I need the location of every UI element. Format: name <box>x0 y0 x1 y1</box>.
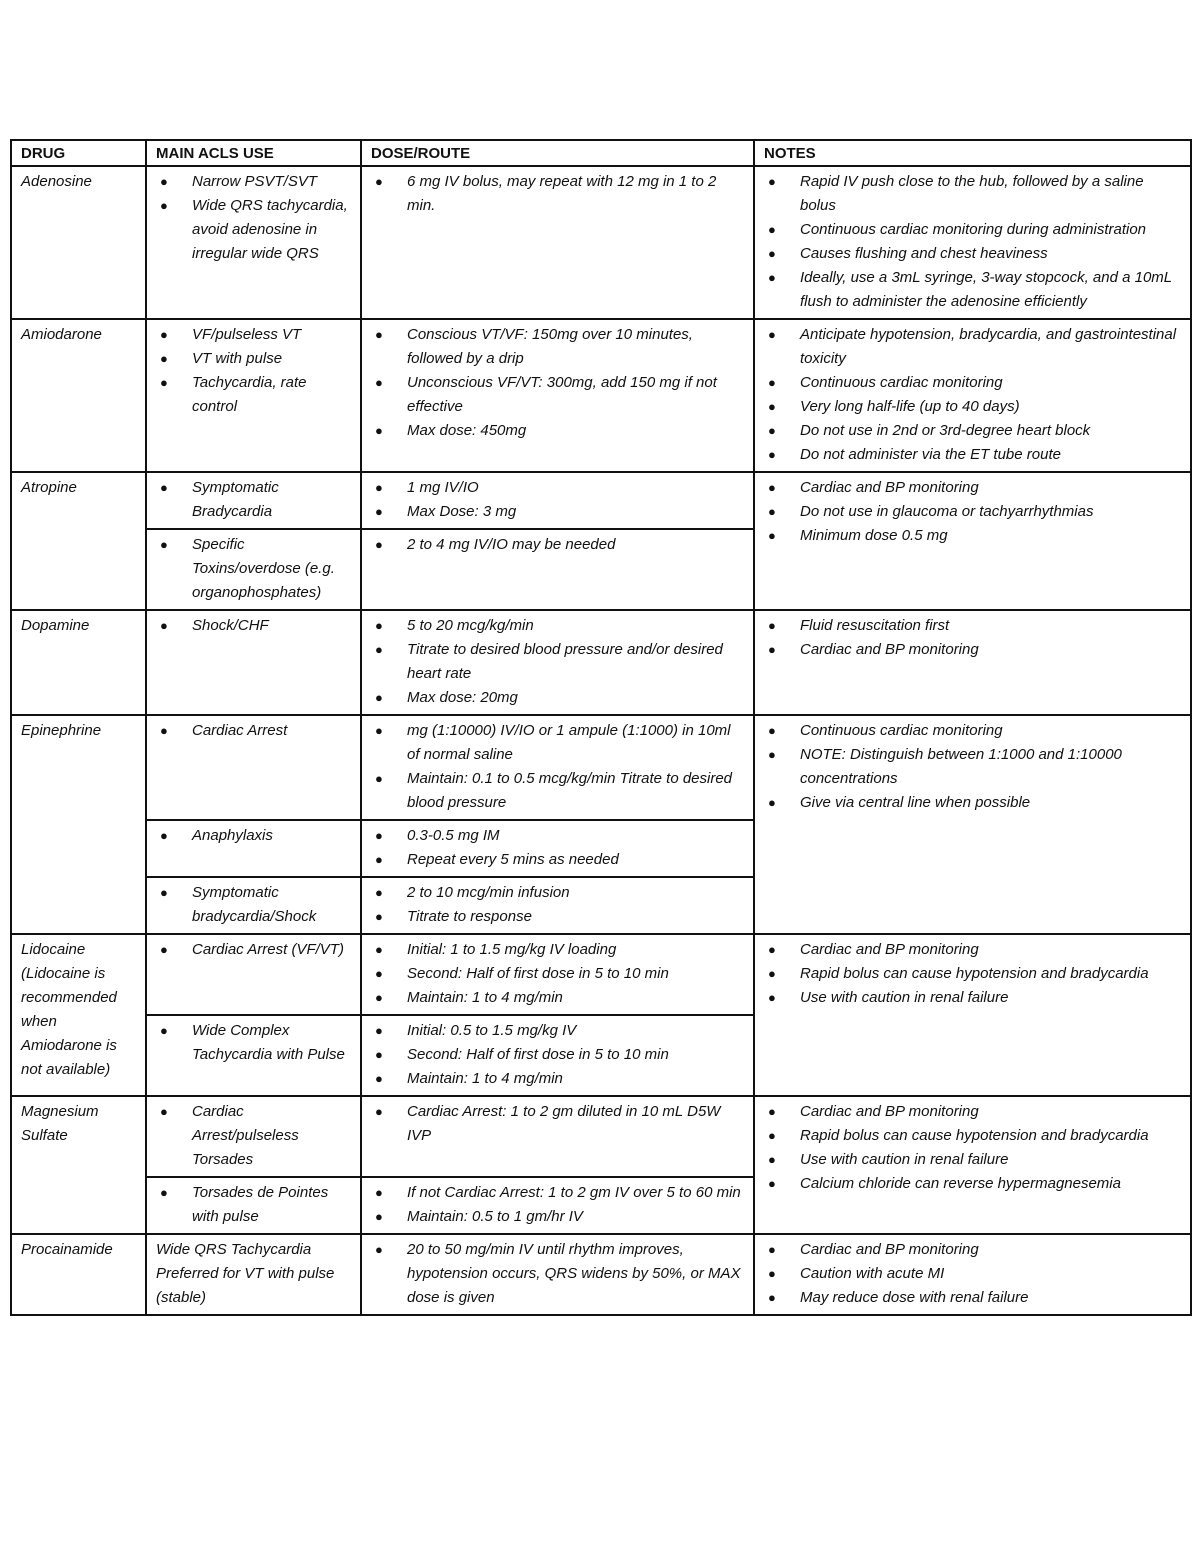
note-text: Anticipate hypotension, bradycardia, and gastrointestinal toxicity <box>800 326 1177 367</box>
dose-item <box>371 500 745 524</box>
dose-text: Unconscious VF/VT: 300mg, add 150 mg if not effective <box>407 374 717 415</box>
acls-use-item <box>156 1100 352 1172</box>
table-row <box>11 610 1191 715</box>
bullet-icon: ● <box>768 723 776 738</box>
acls-use-cell <box>146 715 361 820</box>
acls-use-item <box>156 476 352 524</box>
acls-drug-table-page <box>10 139 1190 1316</box>
dose-route-cell <box>361 715 754 820</box>
bullet-icon: ● <box>375 966 383 981</box>
dose-list <box>371 476 745 524</box>
acls-use-list <box>156 719 352 743</box>
dose-text: 5 to 20 mcg/kg/min <box>407 617 534 634</box>
note-text: Minimum dose 0.5 mg <box>800 527 948 544</box>
note-text: Use with caution in renal failure <box>800 989 1009 1006</box>
note-item <box>764 500 1182 524</box>
dose-list <box>371 881 745 929</box>
acls-use-text: Cardiac Arrest <box>192 722 288 739</box>
dose-text: Titrate to response <box>407 908 532 925</box>
note-item <box>764 419 1182 443</box>
note-list <box>764 938 1182 1010</box>
drug-cell: Lidocaine (Lidocaine is recommended when Amiodarone is not available) <box>11 934 146 1096</box>
dose-list <box>371 1181 745 1229</box>
acls-use-cell <box>146 1015 361 1096</box>
bullet-icon: ● <box>375 723 383 738</box>
bullet-icon: ● <box>375 504 383 519</box>
notes-cell <box>754 319 1191 472</box>
note-text: Rapid IV push close to the hub, followed by a saline bolus <box>800 173 1144 214</box>
bullet-icon: ● <box>768 642 776 657</box>
bullet-icon: ● <box>768 246 776 261</box>
acls-use-item <box>156 824 352 848</box>
note-item <box>764 743 1182 791</box>
acls-use-cell <box>146 1234 361 1315</box>
acls-use-item <box>156 1181 352 1229</box>
dose-list <box>371 1238 745 1310</box>
notes-cell <box>754 934 1191 1096</box>
note-item <box>764 1148 1182 1172</box>
bullet-icon: ● <box>768 1152 776 1167</box>
note-text: Calcium chloride can reverse hypermagnesemia <box>800 1175 1121 1192</box>
dose-item <box>371 938 745 962</box>
bullet-icon: ● <box>768 990 776 1005</box>
dose-list <box>371 1019 745 1091</box>
dose-item <box>371 1043 745 1067</box>
acls-use-item <box>156 533 352 605</box>
note-text: Rapid bolus can cause hypotension and bradycardia <box>800 965 1149 982</box>
dose-text: Maintain: 0.1 to 0.5 mcg/kg/min Titrate to desired blood pressure <box>407 770 733 811</box>
acls-use-cell <box>146 319 361 472</box>
dose-text: 1 mg IV/IO <box>407 479 479 496</box>
note-item <box>764 614 1182 638</box>
note-text: Do not administer via the ET tube route <box>800 446 1061 463</box>
drug-cell: Epinephrine <box>11 715 146 934</box>
acls-use-list <box>156 476 352 524</box>
acls-use-list <box>156 938 352 962</box>
table-header <box>11 140 1191 166</box>
dose-text: Titrate to desired blood pressure and/or desired heart rate <box>407 641 723 682</box>
dose-item <box>371 533 745 557</box>
dose-route-cell <box>361 820 754 877</box>
note-item <box>764 242 1182 266</box>
note-item <box>764 791 1182 815</box>
note-text: Cardiac and BP monitoring <box>800 479 979 496</box>
acls-use-cell <box>146 1177 361 1234</box>
bullet-icon: ● <box>160 828 168 843</box>
acls-use-text: VT with pulse <box>192 350 283 367</box>
acls-use-text: Wide QRS tachycardia, avoid adenosine in irregular wide QRS <box>192 197 348 262</box>
dose-text: Max Dose: 3 mg <box>407 503 517 520</box>
bullet-icon: ● <box>768 1104 776 1119</box>
bullet-icon: ● <box>768 942 776 957</box>
acls-use-list <box>156 881 352 929</box>
acls-use-cell <box>146 529 361 610</box>
dose-item <box>371 1181 745 1205</box>
acls-use-text: Shock/CHF <box>192 617 269 634</box>
acls-drug-table <box>10 139 1192 1316</box>
dose-text: Max dose: 450mg <box>407 422 527 439</box>
note-list <box>764 1100 1182 1196</box>
notes-cell <box>754 1234 1191 1315</box>
dose-item <box>371 1100 745 1148</box>
bullet-icon: ● <box>768 966 776 981</box>
dose-text: Initial: 0.5 to 1.5 mg/kg IV <box>407 1022 577 1039</box>
note-item <box>764 476 1182 500</box>
acls-use-item <box>156 881 352 929</box>
header-main-acls-use: MAIN ACLS USE <box>146 140 361 166</box>
dose-list <box>371 719 745 815</box>
note-item <box>764 1286 1182 1310</box>
dose-item <box>371 419 745 443</box>
acls-use-item <box>156 170 352 194</box>
note-text: Cardiac and BP monitoring <box>800 641 979 658</box>
dose-route-cell <box>361 1015 754 1096</box>
dose-item <box>371 638 745 686</box>
bullet-icon: ● <box>768 528 776 543</box>
notes-cell <box>754 715 1191 934</box>
bullet-icon: ● <box>768 618 776 633</box>
note-list <box>764 476 1182 548</box>
dose-list <box>371 614 745 710</box>
note-item <box>764 1100 1182 1124</box>
dose-text: Maintain: 0.5 to 1 gm/hr IV <box>407 1208 583 1225</box>
dose-item <box>371 170 745 218</box>
dose-route-cell <box>361 1234 754 1315</box>
acls-use-list <box>156 323 352 419</box>
dose-item <box>371 614 745 638</box>
note-text: Rapid bolus can cause hypotension and bradycardia <box>800 1127 1149 1144</box>
acls-use-cell <box>146 877 361 934</box>
bullet-icon: ● <box>768 327 776 342</box>
note-text: Do not use in 2nd or 3rd-degree heart block <box>800 422 1091 439</box>
acls-use-item <box>156 938 352 962</box>
dose-route-cell <box>361 472 754 529</box>
bullet-icon: ● <box>375 327 383 342</box>
acls-use-text: Symptomatic bradycardia/Shock <box>192 884 317 925</box>
acls-use-text: Specific Toxins/overdose (e.g. organophosphates) <box>192 536 335 601</box>
note-text: Fluid resuscitation first <box>800 617 950 634</box>
bullet-icon: ● <box>375 771 383 786</box>
bullet-icon: ● <box>375 1242 383 1257</box>
acls-use-text: Wide Complex Tachycardia with Pulse <box>192 1022 345 1063</box>
dose-list <box>371 1100 745 1148</box>
bullet-icon: ● <box>768 1290 776 1305</box>
bullet-icon: ● <box>768 270 776 285</box>
dose-route-cell <box>361 166 754 319</box>
bullet-icon: ● <box>160 480 168 495</box>
bullet-icon: ● <box>375 1023 383 1038</box>
dose-route-cell <box>361 1177 754 1234</box>
dose-item <box>371 1067 745 1091</box>
dose-item <box>371 905 745 929</box>
bullet-icon: ● <box>160 1023 168 1038</box>
bullet-icon: ● <box>768 375 776 390</box>
bullet-icon: ● <box>768 447 776 462</box>
note-text: May reduce dose with renal failure <box>800 1289 1029 1306</box>
table-row <box>11 934 1191 1015</box>
dose-list <box>371 323 745 443</box>
bullet-icon: ● <box>375 1104 383 1119</box>
note-list <box>764 1238 1182 1310</box>
bullet-icon: ● <box>375 690 383 705</box>
bullet-icon: ● <box>375 852 383 867</box>
dose-item <box>371 986 745 1010</box>
note-list <box>764 614 1182 662</box>
notes-cell <box>754 610 1191 715</box>
bullet-icon: ● <box>375 909 383 924</box>
bullet-icon: ● <box>160 198 168 213</box>
notes-cell <box>754 472 1191 610</box>
dose-text: Cardiac Arrest: 1 to 2 gm diluted in 10 mL D5W IVP <box>407 1103 721 1144</box>
bullet-icon: ● <box>768 174 776 189</box>
dose-route-cell <box>361 1096 754 1177</box>
note-item <box>764 1238 1182 1262</box>
bullet-icon: ● <box>768 747 776 762</box>
acls-use-item <box>156 347 352 371</box>
bullet-icon: ● <box>375 480 383 495</box>
acls-use-item <box>156 371 352 419</box>
dose-item <box>371 1205 745 1229</box>
header-row <box>11 140 1191 166</box>
dose-item <box>371 881 745 905</box>
notes-cell <box>754 166 1191 319</box>
bullet-icon: ● <box>160 618 168 633</box>
note-text: Cardiac and BP monitoring <box>800 941 979 958</box>
bullet-icon: ● <box>375 1185 383 1200</box>
note-list <box>764 170 1182 314</box>
dose-text: 20 to 50 mg/min IV until rhythm improves, hypotension occurs, QRS widens by 50%, or MAX dose is given <box>407 1241 741 1306</box>
bullet-icon: ● <box>768 399 776 414</box>
acls-use-item <box>156 323 352 347</box>
note-text: Causes flushing and chest heaviness <box>800 245 1048 262</box>
dose-text: Initial: 1 to 1.5 mg/kg IV loading <box>407 941 617 958</box>
note-text: Cardiac and BP monitoring <box>800 1103 979 1120</box>
acls-use-text: Anaphylaxis <box>192 827 273 844</box>
dose-text: Conscious VT/VF: 150mg over 10 minutes, followed by a drip <box>407 326 693 367</box>
bullet-icon: ● <box>375 423 383 438</box>
note-item <box>764 170 1182 218</box>
acls-use-list <box>156 1100 352 1172</box>
dose-item <box>371 1019 745 1043</box>
bullet-icon: ● <box>375 537 383 552</box>
table-row <box>11 319 1191 472</box>
acls-use-text: Torsades de Pointes with pulse <box>192 1184 329 1225</box>
bullet-icon: ● <box>375 1209 383 1224</box>
dose-item <box>371 323 745 371</box>
bullet-icon: ● <box>375 1071 383 1086</box>
note-list <box>764 323 1182 467</box>
dose-route-cell <box>361 319 754 472</box>
table-row <box>11 472 1191 529</box>
bullet-icon: ● <box>375 942 383 957</box>
bullet-icon: ● <box>375 990 383 1005</box>
dose-item <box>371 1238 745 1310</box>
bullet-icon: ● <box>160 174 168 189</box>
acls-use-cell <box>146 610 361 715</box>
bullet-icon: ● <box>768 504 776 519</box>
dose-route-cell <box>361 529 754 610</box>
note-item <box>764 524 1182 548</box>
dose-list <box>371 824 745 872</box>
bullet-icon: ● <box>768 1176 776 1191</box>
dose-text: mg (1:10000) IV/IO or 1 ampule (1:1000) in 10ml of normal saline <box>407 722 731 763</box>
dose-item <box>371 476 745 500</box>
bullet-icon: ● <box>160 723 168 738</box>
acls-use-text: Tachycardia, rate control <box>192 374 307 415</box>
acls-use-cell <box>146 820 361 877</box>
bullet-icon: ● <box>160 885 168 900</box>
bullet-icon: ● <box>375 885 383 900</box>
bullet-icon: ● <box>160 537 168 552</box>
acls-use-item <box>156 614 352 638</box>
note-text: Cardiac and BP monitoring <box>800 1241 979 1258</box>
drug-cell: Dopamine <box>11 610 146 715</box>
note-item <box>764 962 1182 986</box>
dose-item <box>371 824 745 848</box>
dose-text: Second: Half of first dose in 5 to 10 min <box>407 1046 669 1063</box>
bullet-icon: ● <box>375 375 383 390</box>
bullet-icon: ● <box>768 480 776 495</box>
note-text: Caution with acute MI <box>800 1265 945 1282</box>
dose-text: Max dose: 20mg <box>407 689 518 706</box>
note-item <box>764 638 1182 662</box>
bullet-icon: ● <box>768 795 776 810</box>
acls-use-text: VF/pulseless VT <box>192 326 302 343</box>
acls-use-item <box>156 194 352 266</box>
dose-item <box>371 719 745 767</box>
drug-cell: Amiodarone <box>11 319 146 472</box>
dose-route-cell <box>361 610 754 715</box>
note-item <box>764 938 1182 962</box>
header-notes: NOTES <box>754 140 1191 166</box>
header-drug: DRUG <box>11 140 146 166</box>
acls-use-list <box>156 1019 352 1067</box>
note-text: Use with caution in renal failure <box>800 1151 1009 1168</box>
dose-text: 0.3-0.5 mg IM <box>407 827 500 844</box>
dose-route-cell <box>361 934 754 1015</box>
bullet-icon: ● <box>375 618 383 633</box>
notes-cell <box>754 1096 1191 1234</box>
acls-use-list <box>156 614 352 638</box>
note-text: Very long half-life (up to 40 days) <box>800 398 1020 415</box>
acls-use-cell <box>146 166 361 319</box>
drug-cell: Atropine <box>11 472 146 610</box>
acls-use-text: Symptomatic Bradycardia <box>192 479 279 520</box>
bullet-icon: ● <box>375 642 383 657</box>
acls-use-cell <box>146 934 361 1015</box>
acls-use-cell <box>146 1096 361 1177</box>
dose-text: If not Cardiac Arrest: 1 to 2 gm IV over 5 to 60 min <box>407 1184 741 1201</box>
note-text: Give via central line when possible <box>800 794 1031 811</box>
bullet-icon: ● <box>160 375 168 390</box>
bullet-icon: ● <box>160 1185 168 1200</box>
table-row <box>11 1234 1191 1315</box>
dose-text: Maintain: 1 to 4 mg/min <box>407 1070 563 1087</box>
bullet-icon: ● <box>768 1242 776 1257</box>
dose-item <box>371 848 745 872</box>
note-item <box>764 323 1182 371</box>
dose-route-cell <box>361 877 754 934</box>
note-item <box>764 218 1182 242</box>
table-row <box>11 1096 1191 1177</box>
drug-cell: Adenosine <box>11 166 146 319</box>
bullet-icon: ● <box>160 351 168 366</box>
note-item <box>764 395 1182 419</box>
note-item <box>764 1124 1182 1148</box>
note-text: Ideally, use a 3mL syringe, 3-way stopcock, and a 10mL flush to administer the adenosine efficiently <box>800 269 1172 310</box>
table-row <box>11 715 1191 820</box>
bullet-icon: ● <box>160 327 168 342</box>
dose-list <box>371 170 745 218</box>
drug-cell: Procainamide <box>11 1234 146 1315</box>
bullet-icon: ● <box>160 1104 168 1119</box>
acls-use-item <box>156 719 352 743</box>
dose-list <box>371 533 745 557</box>
table-body <box>11 166 1191 1315</box>
note-item <box>764 443 1182 467</box>
bullet-icon: ● <box>375 1047 383 1062</box>
bullet-icon: ● <box>768 423 776 438</box>
acls-use-text: Cardiac Arrest (VF/VT) <box>192 941 344 958</box>
bullet-icon: ● <box>768 1266 776 1281</box>
acls-use-text: Cardiac Arrest/pulseless Torsades <box>192 1103 299 1168</box>
dose-item <box>371 371 745 419</box>
acls-use-text: Narrow PSVT/SVT <box>192 173 318 190</box>
note-text: Continuous cardiac monitoring <box>800 374 1003 391</box>
note-item <box>764 371 1182 395</box>
note-text: Continuous cardiac monitoring during administration <box>800 221 1147 238</box>
bullet-icon: ● <box>768 222 776 237</box>
acls-use-list <box>156 824 352 848</box>
bullet-icon: ● <box>375 174 383 189</box>
dose-item <box>371 962 745 986</box>
acls-use-cell <box>146 472 361 529</box>
dose-item <box>371 767 745 815</box>
dose-text: Maintain: 1 to 4 mg/min <box>407 989 563 1006</box>
acls-use-list <box>156 533 352 605</box>
header-dose-route: DOSE/ROUTE <box>361 140 754 166</box>
note-item <box>764 719 1182 743</box>
dose-list <box>371 938 745 1010</box>
dose-text: 6 mg IV bolus, may repeat with 12 mg in 1 to 2 min. <box>407 173 717 214</box>
acls-use-text: Wide QRS Tachycardia Preferred for VT with pulse (stable) <box>156 1241 335 1306</box>
acls-use-item <box>156 1019 352 1067</box>
note-item <box>764 986 1182 1010</box>
note-text: NOTE: Distinguish between 1:1000 and 1:10000 concentrations <box>800 746 1122 787</box>
drug-cell: Magnesium Sulfate <box>11 1096 146 1234</box>
note-text: Do not use in glaucoma or tachyarrhythmias <box>800 503 1094 520</box>
dose-text: 2 to 10 mcg/min infusion <box>407 884 570 901</box>
bullet-icon: ● <box>375 828 383 843</box>
dose-text: Repeat every 5 mins as needed <box>407 851 619 868</box>
dose-text: 2 to 4 mg IV/IO may be needed <box>407 536 616 553</box>
bullet-icon: ● <box>768 1128 776 1143</box>
dose-item <box>371 686 745 710</box>
note-item <box>764 1172 1182 1196</box>
table-row <box>11 166 1191 319</box>
note-item <box>764 266 1182 314</box>
bullet-icon: ● <box>160 942 168 957</box>
acls-use-list <box>156 1181 352 1229</box>
note-item <box>764 1262 1182 1286</box>
note-text: Continuous cardiac monitoring <box>800 722 1003 739</box>
acls-use-list <box>156 170 352 266</box>
note-list <box>764 719 1182 815</box>
dose-text: Second: Half of first dose in 5 to 10 min <box>407 965 669 982</box>
